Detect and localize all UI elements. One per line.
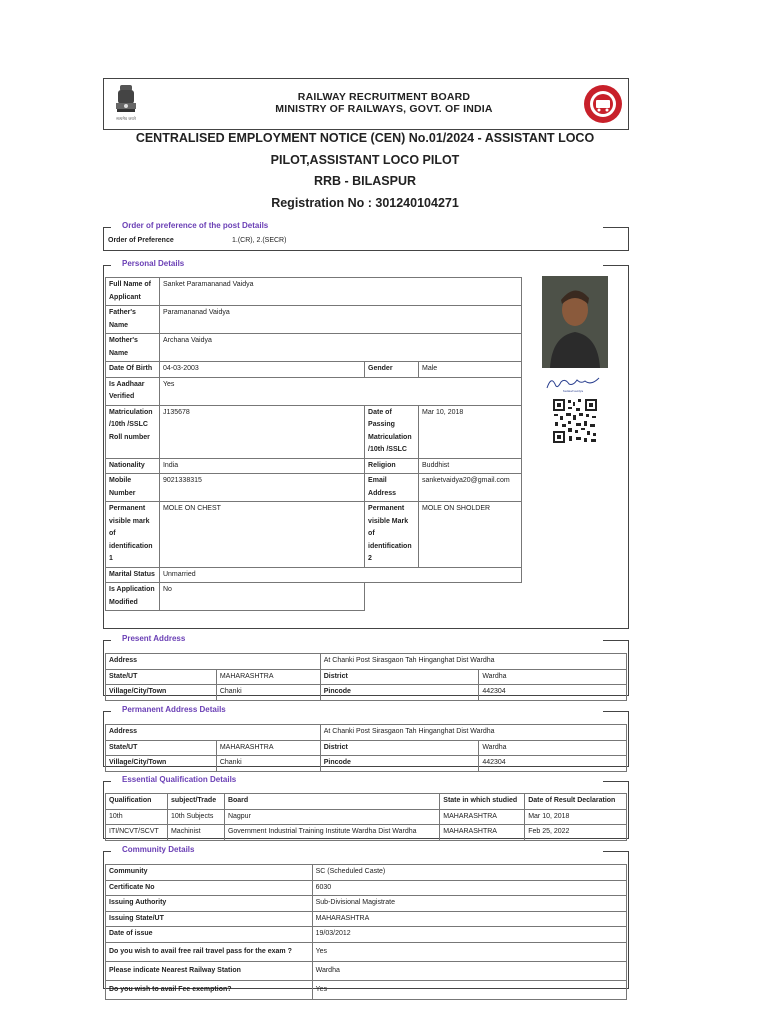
mobile-value: 9021338315	[159, 474, 364, 502]
field-label: Full Name of Applicant	[106, 278, 160, 306]
field-label: Issuing Authority	[106, 896, 313, 912]
aadhaar-value: Yes	[159, 377, 521, 405]
field-label: Date Of Birth	[106, 362, 160, 378]
present-village-value: Chanki	[216, 685, 320, 701]
ministry-name: MINISTRY OF RAILWAYS, GOVT. OF INDIA	[275, 103, 493, 115]
table-row	[106, 809, 627, 825]
field-label: Is Application Modified	[106, 583, 160, 611]
present-address-table	[105, 653, 627, 701]
field-value: MAHARASHTRA	[312, 911, 626, 927]
field-label: Marital Status	[106, 567, 160, 583]
field-label: District	[320, 740, 479, 756]
modified-value: No	[159, 583, 364, 611]
field-label: State/UT	[106, 669, 217, 685]
table-row	[106, 377, 522, 405]
table-row	[106, 865, 627, 881]
nationality-value: India	[159, 458, 364, 474]
table-row	[106, 567, 522, 583]
field-label: Address	[106, 654, 321, 670]
field-label: Issuing State/UT	[106, 911, 313, 927]
field-label: Address	[106, 725, 321, 741]
table-row	[106, 942, 627, 961]
personal-section-title: Personal Details	[122, 259, 185, 268]
col-header: Qualification	[106, 794, 168, 810]
registration-number: Registration No : 301240104271	[271, 196, 459, 210]
field-label: Certificate No	[106, 880, 313, 896]
field-value: Feb 25, 2022	[525, 825, 627, 841]
field-value	[365, 583, 522, 611]
field-value: MAHARASHTRA	[440, 809, 525, 825]
field-label: Date of Passing Matriculation /10th /SSLC	[365, 405, 419, 458]
table-row	[106, 740, 627, 756]
field-label: Mobile Number	[106, 474, 160, 502]
community-table	[105, 864, 627, 1000]
table-header-row	[106, 794, 627, 810]
field-label: Village/City/Town	[106, 685, 217, 701]
mark1-value: MOLE ON CHEST	[159, 502, 364, 568]
table-row	[106, 685, 627, 701]
present-address-title: Present Address	[122, 634, 186, 643]
preference-section	[103, 221, 629, 251]
field-value: 19/03/2012	[312, 927, 626, 943]
col-header: Date of Result Declaration	[525, 794, 627, 810]
permanent-village-value: Chanki	[216, 756, 320, 772]
indian-railways-logo-icon	[583, 84, 623, 124]
present-address-value: At Chanki Post Sirasgaon Tah Hinganghat Dist Wardha	[320, 654, 626, 670]
field-value: Wardha	[312, 961, 626, 980]
table-row	[106, 756, 627, 772]
field-label: Father's Name	[106, 306, 160, 334]
personal-details-table	[105, 277, 522, 611]
rrb-name: RRB - BILASPUR	[313, 174, 417, 188]
table-row	[106, 278, 522, 306]
full-name-value: Sanket Paramananad Vaidya	[159, 278, 521, 306]
table-row	[106, 961, 627, 980]
field-label: Community	[106, 865, 313, 881]
signature-text: Sanketvaidya	[562, 389, 584, 393]
permanent-state-value: MAHARASHTRA	[216, 740, 320, 756]
table-row	[106, 306, 522, 334]
field-label: Pincode	[320, 685, 479, 701]
table-row	[106, 583, 522, 611]
field-value: Yes	[312, 942, 626, 961]
col-header: State in which studied	[440, 794, 525, 810]
field-label: Matriculation /10th /SSLC Roll number	[106, 405, 160, 458]
field-label: Do you wish to avail Fee exemption?	[106, 980, 313, 999]
table-row	[106, 896, 627, 912]
field-value: 10th Subjects	[167, 809, 224, 825]
emblem-text: सत्यमेव जयते	[116, 116, 136, 121]
table-row	[106, 911, 627, 927]
field-label: Religion	[365, 458, 419, 474]
field-value: ITI/NCVT/SCVT	[106, 825, 168, 841]
field-value: Yes	[312, 980, 626, 999]
board-name: RAILWAY RECRUITMENT BOARD	[297, 91, 471, 103]
field-value: 10th	[106, 809, 168, 825]
table-row	[106, 927, 627, 943]
religion-value: Buddhist	[419, 458, 522, 474]
present-state-value: MAHARASHTRA	[216, 669, 320, 685]
present-pincode-value: 442304	[479, 685, 627, 701]
passing-date-value: Mar 10, 2018	[419, 405, 522, 458]
gender-value: Male	[419, 362, 522, 378]
permanent-district-value: Wardha	[479, 740, 627, 756]
field-label: Pincode	[320, 756, 479, 772]
table-row	[106, 654, 627, 670]
email-value: sanketvaidya20@gmail.com	[419, 474, 522, 502]
qualification-table	[105, 793, 627, 841]
field-label: Permanent visible mark of identification 1	[106, 502, 160, 568]
permanent-address-table	[105, 724, 627, 772]
permanent-address-title: Permanent Address Details	[122, 705, 226, 714]
father-name-value: Paramananad Vaidya	[159, 306, 521, 334]
field-value: MAHARASHTRA	[440, 825, 525, 841]
marital-value: Unmarried	[159, 567, 521, 583]
field-value: Nagpur	[224, 809, 439, 825]
field-value: 6030	[312, 880, 626, 896]
preference-value: 1.(CR), 2.(SECR)	[232, 237, 287, 244]
table-row	[106, 405, 522, 458]
table-row	[106, 334, 522, 362]
field-value: Sub-Divisional Magistrate	[312, 896, 626, 912]
cen-title-line2: PILOT,ASSISTANT LOCO PILOT	[270, 153, 460, 167]
preference-section-title: Order of preference of the post Details	[122, 221, 269, 230]
table-row	[106, 880, 627, 896]
field-label: Is Aadhaar Verified	[106, 377, 160, 405]
field-label: Email Address	[365, 474, 419, 502]
col-header: Board	[224, 794, 439, 810]
table-row	[106, 362, 522, 378]
field-value: Machinist	[167, 825, 224, 841]
field-label: Village/City/Town	[106, 756, 217, 772]
mother-name-value: Archana Vaidya	[159, 334, 521, 362]
field-label: Nationality	[106, 458, 160, 474]
preference-label: Order of Preference	[108, 237, 174, 244]
cen-title-line1: CENTRALISED EMPLOYMENT NOTICE (CEN) No.01/2024 - ASSISTANT LOCO	[135, 131, 595, 145]
table-row	[106, 980, 627, 999]
matric-value: J135678	[159, 405, 364, 458]
present-district-value: Wardha	[479, 669, 627, 685]
dob-value: 04-03-2003	[159, 362, 364, 378]
field-label: State/UT	[106, 740, 217, 756]
field-label: Date of issue	[106, 927, 313, 943]
table-row	[106, 825, 627, 841]
field-label: District	[320, 669, 479, 685]
table-row	[106, 669, 627, 685]
field-label: Permanent visible Mark of identification 2	[365, 502, 419, 568]
field-label: Do you wish to avail free rail travel pass for the exam ?	[106, 942, 313, 961]
field-value: Mar 10, 2018	[525, 809, 627, 825]
applicant-photo	[542, 276, 608, 368]
mark2-value: MOLE ON SHOLDER	[419, 502, 522, 568]
qualification-title: Essential Qualification Details	[122, 775, 237, 784]
field-value: Government Industrial Training Institute Wardha Dist Wardha	[224, 825, 439, 841]
table-row	[106, 502, 522, 568]
table-row	[106, 725, 627, 741]
field-value: SC (Scheduled Caste)	[312, 865, 626, 881]
field-label: Please indicate Nearest Railway Station	[106, 961, 313, 980]
table-row	[106, 458, 522, 474]
permanent-pincode-value: 442304	[479, 756, 627, 772]
field-label: Mother's Name	[106, 334, 160, 362]
field-label: Gender	[365, 362, 419, 378]
table-row	[106, 474, 522, 502]
qr-code-icon	[552, 398, 598, 444]
signature-image	[543, 372, 603, 394]
permanent-address-value: At Chanki Post Sirasgaon Tah Hinganghat Dist Wardha	[320, 725, 626, 741]
community-title: Community Details	[122, 845, 195, 854]
col-header: subject/Trade	[167, 794, 224, 810]
